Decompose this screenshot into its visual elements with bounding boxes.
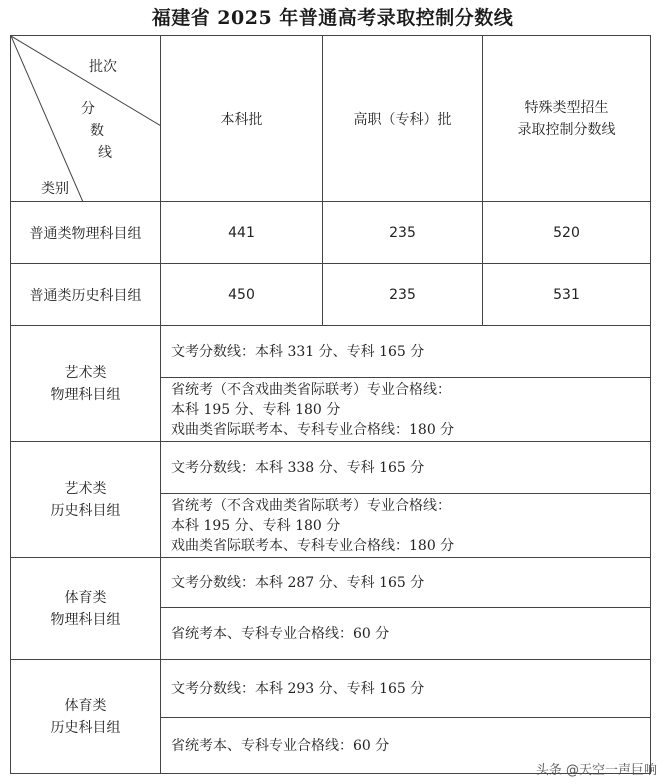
culture-score-line: 文考分数线：本科 338 分、专科 165 分 [161,442,651,494]
group-label-line-1: 体育类 [64,589,107,606]
culture-score-line: 文考分数线：本科 293 分、专科 165 分 [161,660,651,718]
corner-score-char-2: 数 [90,123,104,139]
table-row [11,264,651,326]
pro-line-2: 本科 195 分、专科 180 分 [171,517,341,534]
corner-header-cell [11,36,161,202]
header-gaozhi: 高职（专科）批 [323,36,483,202]
group-culture-row [11,326,651,378]
group-label-line-2: 历史科目组 [50,719,121,736]
pro-score-lines [161,494,651,558]
header-benke: 本科批 [161,36,323,202]
group-label-line-1: 艺术类 [64,364,107,381]
group-label-line-2: 物理科目组 [50,386,121,403]
header-special-line-2: 录取控制分数线 [517,121,616,138]
table-row [11,202,651,264]
group-culture-row [11,660,651,718]
group-label-line-2: 历史科目组 [50,502,121,519]
header-special-line-1: 特殊类型招生 [524,99,609,116]
score-special: 520 [483,202,651,264]
score-benke: 450 [161,264,323,326]
corner-category-label: 类别 [41,181,69,197]
row-label: 普通类历史科目组 [11,264,161,326]
pro-score-lines [161,378,651,442]
culture-score-line: 文考分数线：本科 287 分、专科 165 分 [161,558,651,608]
score-special: 531 [483,264,651,326]
group-label-line-1: 体育类 [64,697,107,714]
group-label-line-2: 物理科目组 [50,611,121,628]
header-special [483,36,651,202]
score-table [10,35,651,774]
group-culture-row [11,558,651,608]
culture-score-line: 文考分数线：本科 331 分、专科 165 分 [161,326,651,378]
group-label-line-1: 艺术类 [64,480,107,497]
corner-batch-label: 批次 [89,59,117,75]
pro-line-3: 戏曲类省际联考本、专科专业合格线：180 分 [171,537,455,554]
score-gaozhi: 235 [323,264,483,326]
pro-line-2: 本科 195 分、专科 180 分 [171,401,341,418]
header-row [11,36,651,202]
pro-score-line: 省统考本、专科专业合格线：60 分 [161,718,651,774]
score-gaozhi: 235 [323,202,483,264]
group-label [11,326,161,442]
pro-line-3: 戏曲类省际联考本、专科专业合格线：180 分 [171,421,455,438]
row-label: 普通类物理科目组 [11,202,161,264]
diagonal-lines [11,36,161,202]
pro-score-line: 省统考本、专科专业合格线：60 分 [161,608,651,660]
group-culture-row [11,442,651,494]
source-watermark: 头条 @天空一声巨响 [535,763,657,778]
corner-score-char-1: 分 [81,101,95,117]
pro-line-1: 省统考（不含戏曲类省际联考）专业合格线： [171,381,451,398]
page-title: 福建省 2025 年普通高考录取控制分数线 [151,7,514,29]
group-label [11,660,161,774]
group-label [11,442,161,558]
score-benke: 441 [161,202,323,264]
group-label [11,558,161,660]
pro-line-1: 省统考（不含戏曲类省际联考）专业合格线： [171,497,451,514]
corner-score-char-3: 线 [98,145,112,161]
